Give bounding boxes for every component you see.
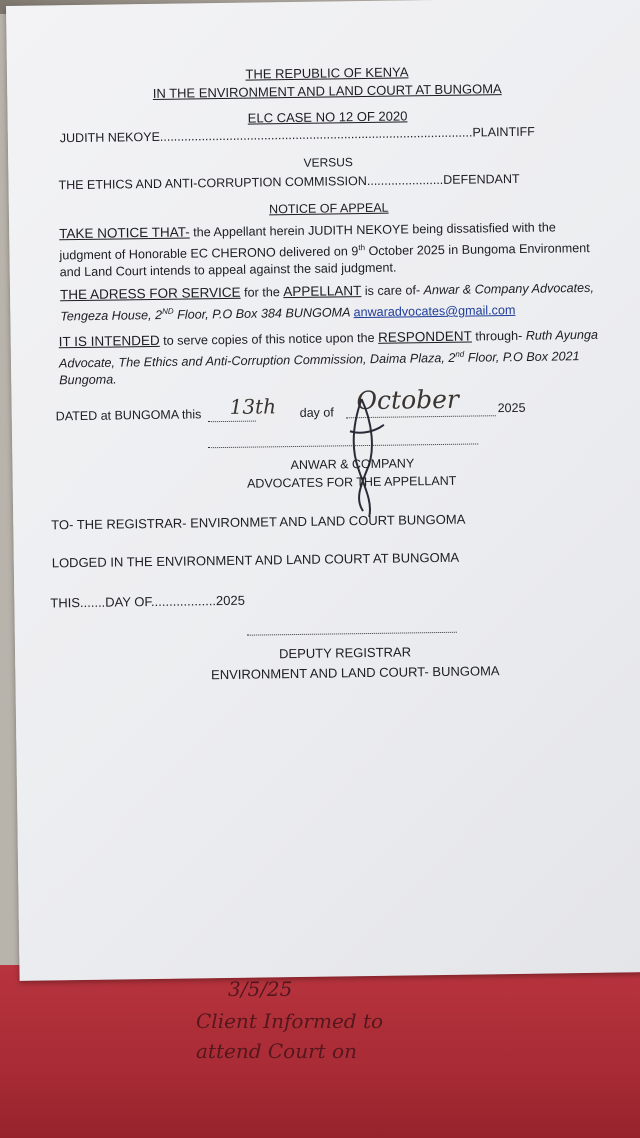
dated-day-handwritten: 13th <box>229 394 277 419</box>
versus-label: VERSUS <box>303 155 353 170</box>
appellant-label: APPELLANT <box>283 283 362 300</box>
take-notice-paragraph <box>59 218 608 282</box>
court-heading: IN THE ENVIRONMENT AND LAND COURT AT BUNGOMA <box>152 81 502 101</box>
intended-through: through- <box>471 328 526 344</box>
folder-note-line1: Client Informed to <box>196 1009 384 1033</box>
take-notice-sup: th <box>358 243 366 253</box>
address-firm2: Floor, P.O Box 384 BUNGOMA <box>173 305 354 322</box>
notice-of-appeal-document <box>6 0 640 981</box>
deputy-registrar: DEPUTY REGISTRAR <box>278 644 412 662</box>
address-label: THE ADRESS FOR SERVICE <box>59 284 241 303</box>
take-notice-text: the Appellant herein JUDITH NEKOYE being dissatisfied with the judgment of Honorable EC CHERONO delivered on 9 <box>59 220 556 263</box>
folder-note-line2: attend Court on <box>196 1039 357 1063</box>
respondent-label: RESPONDENT <box>378 328 472 345</box>
to-registrar-line: TO- THE REGISTRAR- ENVIRONMET AND LAND COURT BUNGOMA <box>51 511 466 533</box>
notice-title: NOTICE OF APPEAL <box>269 200 389 217</box>
intended-label: IT IS INTENDED <box>58 332 160 350</box>
intended-paragraph <box>59 326 612 390</box>
intended-respondent-address2: Floor, P.O Box 2021 Bungoma. <box>59 349 580 388</box>
case-number: ELC CASE NO 12 OF 2020 <box>247 108 408 126</box>
intended-text: to serve copies of this notice upon the <box>159 330 379 348</box>
dated-month-handwritten: October <box>356 384 460 416</box>
firm-name: ANWAR & COMPANY <box>290 456 415 473</box>
red-folder <box>0 965 640 1138</box>
dated-day-dots <box>208 421 256 423</box>
address-firm: Anwar & Company Advocates, Tengeza House, 2 <box>60 280 595 324</box>
take-notice-label: TAKE NOTICE THAT- <box>59 224 190 242</box>
dated-prefix: DATED at BUNGOMA this <box>55 407 202 424</box>
address-paragraph <box>60 279 608 326</box>
lodged-line: LODGED IN THE ENVIRONMENT AND LAND COURT AT BUNGOMA <box>51 549 460 571</box>
folder-note-date: 3/5/25 <box>228 977 293 1001</box>
firm-role: ADVOCATES FOR THE APPELLANT <box>246 473 457 491</box>
intended-sup: nd <box>455 349 465 359</box>
dated-mid: day of <box>299 405 334 420</box>
intended-respondent-address: Ruth Ayunga Advocate, The Ethics and Anti-Corruption Commission, Daima Plaza, 2 <box>58 327 599 371</box>
dated-year: 2025 <box>497 400 526 416</box>
republic-heading: THE REPUBLIC OF KENYA <box>245 64 409 82</box>
defendant-line: THE ETHICS AND ANTI-CORRUPTION COMMISSION......................DEFENDANT <box>58 171 520 193</box>
this-day-line: THIS.......DAY OF..................2025 <box>50 592 246 611</box>
address-sup: ND <box>161 306 174 316</box>
registrar-signature-dots <box>247 632 457 636</box>
email-link[interactable]: anwaradvocates@gmail.com <box>353 303 516 320</box>
deputy-court: ENVIRONMENT AND LAND COURT- BUNGOMA <box>211 663 500 683</box>
address-care: is care of- <box>361 283 424 299</box>
address-for: for the <box>240 285 284 300</box>
plaintiff-line: JUDITH NEKOYE..........................................................................................PLAINTIFF <box>59 124 535 146</box>
take-notice-text2: October 2025 in Bungoma Environment and Land Court intends to appeal against the said judgment. <box>59 241 590 280</box>
